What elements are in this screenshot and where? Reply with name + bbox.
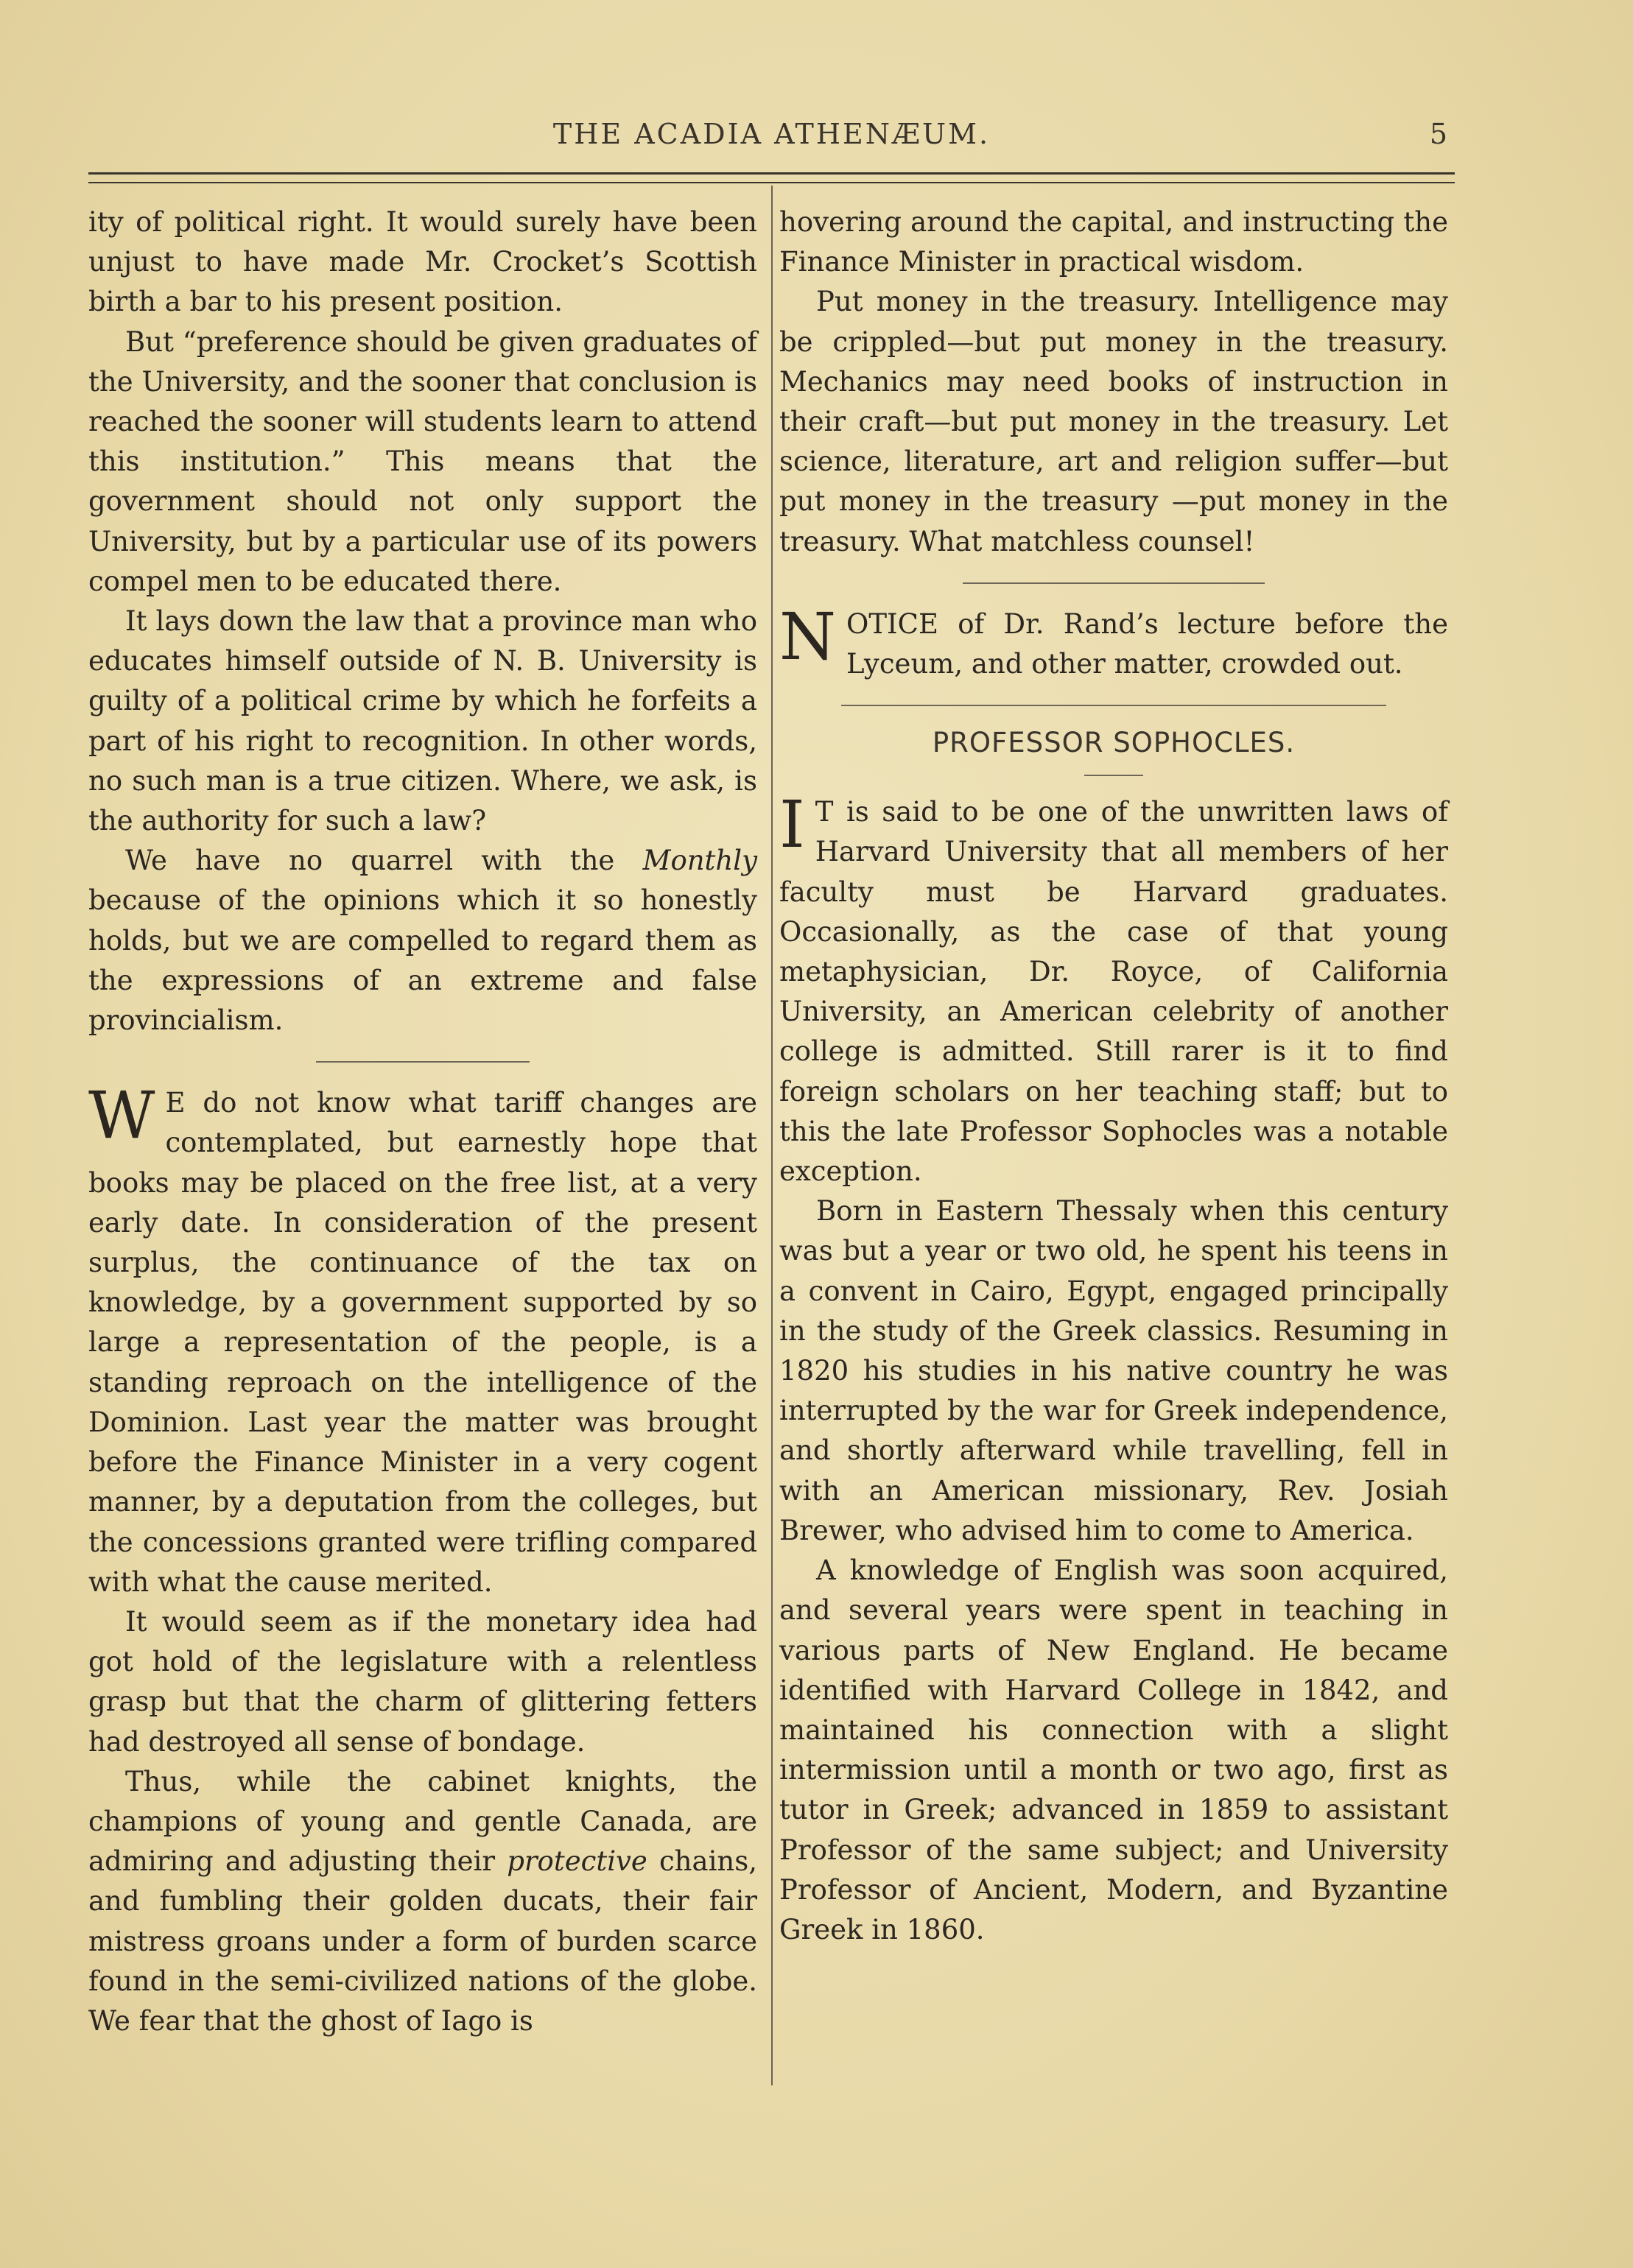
column-divider [771,186,773,2085]
sophocles-paragraph-2: Born in Eastern Thessaly when this century was but a year or two old, he spent his teens in a convent in Cairo, Egypt, engaged principally in the study of the Greek classics. Resuming in 1820 his studies in his native country he was interrupted by the war for Greek independence, and shortly afterward while travelling, fell in with an American missionary, Rev. Josiah Brewer, who advised him to come to America. [779,1195,1448,1546]
left-paragraph-4 [88,841,757,1040]
section-divider [963,582,1265,584]
section-divider [316,1061,530,1063]
right-column [779,202,1448,1950]
left-paragraph-6: It would seem as if the monetary idea had got hold of the legislature with a relentless grasp but that the charm of glittering fetters had destroyed all sense of bondage. [88,1605,757,1758]
notice-paragraph [779,598,1448,684]
dropcap-w: W [88,1077,155,1154]
right-paragraph-2: Put money in the treasury. Intelligence may be crippled—but put money in the treasury. Mechanics may need books of instruction in their craft—but put money in the treasury. Let science, literature, art and religion suffer—but put money in the treasury —put money in the treasury. What matchless counsel! [779,286,1448,557]
notice-text: OTICE of Dr. Rand’s lecture before the Lyceum, and other matter, crowded out. [846,608,1448,680]
tariff-text: E do not know what tariff changes are contemplated, but earnestly hope that books may be placed on the free list, at a very early date. In consideration of the present surplus, the continuance of the tax on knowledge, by a government supported by so large a representation of the people, is a standing reproach on the intelligence of the Dominion. Last year the matter was brought before the Finance Minister in a very cogent manner, by a deputation from the colleges, but the concessions granted were trifling compared with what the cause merited. [88,1087,757,1598]
article-heading: PROFESSOR SOPHOCLES. [932,727,1296,759]
left-p7-text-b: chains, and fumbling their golden ducats, their fair mistress groans under a form of burden scarce found in the semi-civilized nations of the globe. We fear that the ghost of Iago is [88,1845,757,2037]
left-p4-text-b: because of the opinions which it so honestly holds, but we are compelled to regard them as the expressions of an extreme and false provincialism. [88,884,757,1037]
header-rule-thick [88,172,1455,175]
page-header [88,118,1455,162]
protective-italic: protective [507,1845,647,1878]
left-p4-text-a: We have no quarrel with the [125,845,643,877]
left-column [88,202,757,2041]
running-title: THE ACADIA ATHENÆUM. [552,118,991,150]
monthly-italic: Monthly [642,845,757,877]
sophocles-text-1: T is said to be one of the unwritten laws of Harvard University that all members of her faculty must be Harvard graduates. Occasionally, as the case of that young metaphysician, Dr. Royce, of California University, an American celebrity of another college is admitted. Still rarer is it to find foreign scholars on her teaching staff; but to this the late Professor Sophocles was a notable exception. [779,796,1448,1188]
page-number: 5 [1429,118,1447,150]
left-paragraph-3: It lays down the law that a province man who educates himself outside of N. B. University is guilty of a political crime by which he forfeits a part of his right to recognition. In other words, no such man is a true citizen. Where, we ask, is the authority for such a law? [88,605,757,837]
heading-divider [1084,775,1143,776]
header-rule-thin [88,182,1455,183]
left-paragraph-7 [88,1762,757,2041]
left-paragraph-2: But “preference should be given graduates of the University, and the sooner that conclusion is reached the sooner will students learn to attend this institution.” This means that the government should not only support the University, but by a particular use of its powers compel men to be educated there. [88,325,757,597]
sophocles-paragraph-3: A knowledge of English was soon acquired, and several years were spent in teaching in various parts of New England. He became identified with Harvard College in 1842, and maintained his connection with a slight intermission until a month or two ago, first as tutor in Greek; advanced in 1859 to assistant Professor of the same subject; and University Professor of Ancient, Modern, and Byzantine Greek in 1860. [779,1554,1448,1945]
section-divider [841,705,1386,706]
dropcap-i: I [779,786,805,863]
right-paragraph-1: hovering around the capital, and instructing the Finance Minister in practical wisdom. [779,206,1448,278]
left-p7-text-a: Thus, while the cabinet knights, the champions of young and gentle Canada, are admiring and adjusting their [88,1765,757,1878]
dropcap-n: N [779,598,836,675]
tariff-paragraph [88,1077,757,1602]
left-paragraph-1: ity of political right. It would surely have been unjust to have made Mr. Crocket’s Scottish birth a bar to his present position. [88,206,757,318]
sophocles-paragraph-1 [779,786,1448,1191]
